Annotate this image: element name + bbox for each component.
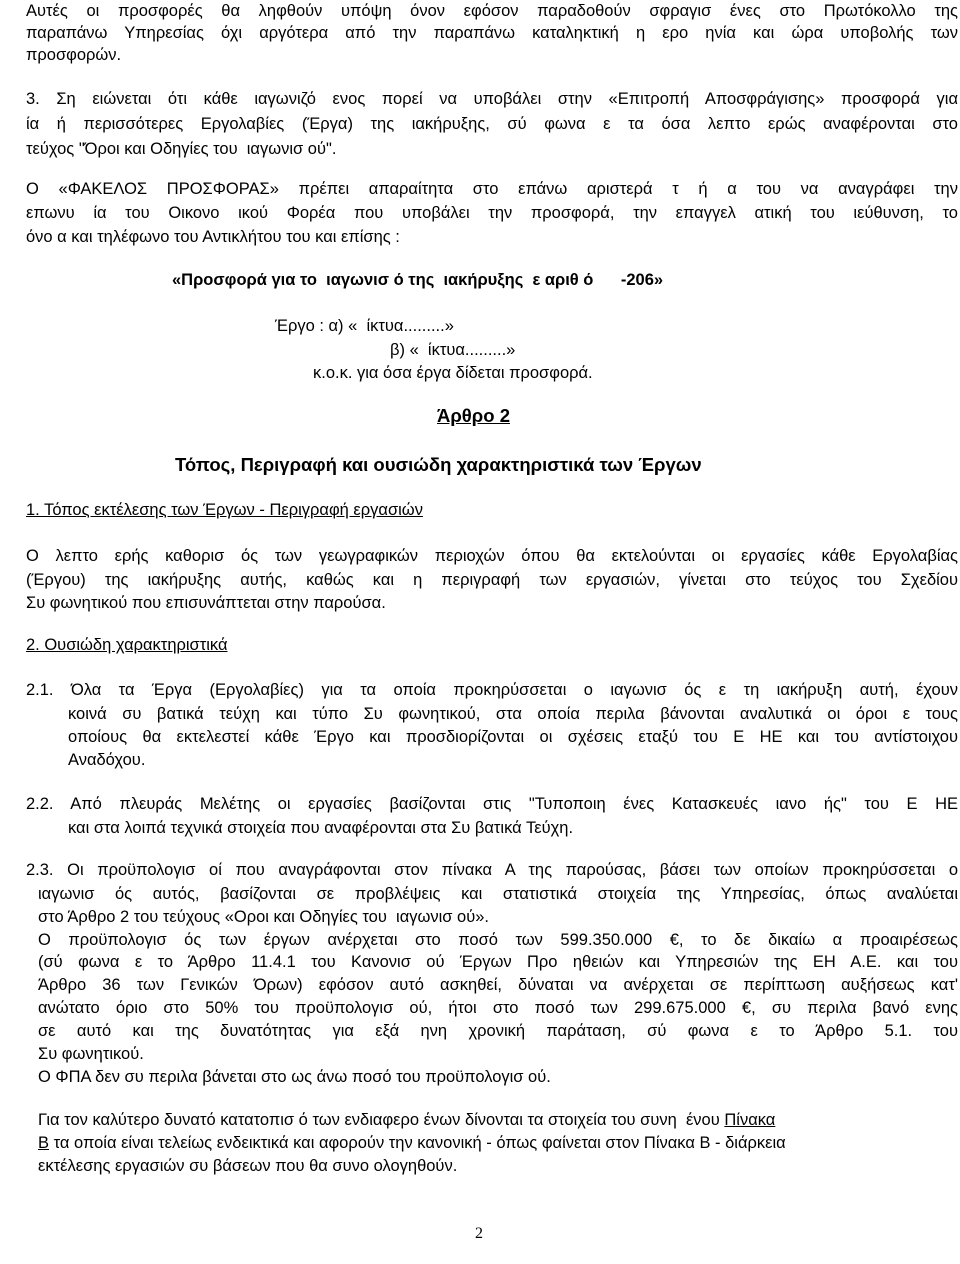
envelope-item-a: Έργο : α) « ίκτυα.........» <box>275 317 454 335</box>
section1-line-1: Ο λεπτο ερής καθορισ ός των γεωγραφικών περιοχών όπου θα εκτελούνται οι εργασίες κάθε Εργολαβίας <box>26 547 958 565</box>
envelope-item-b: β) « ίκτυα.........» <box>390 341 516 359</box>
table-b-reference: Β <box>38 1134 50 1152</box>
p23-line-2: ιαγωνισ ός αυτός, βασίζονται σε προβλέψεις και στατιστικά στοιχεία της Υπηρεσίας, όπως αναλύεται <box>38 885 958 903</box>
p21-line-2: κοινά συ βατικά τεύχη και τύπο Συ φωνητικού, στα οποία περιλα βάνονται αναλυτικά οι όροι ε τους <box>68 705 958 723</box>
closing-line-1-text: Για τον καλύτερο δυνατό κατατοπισ ό των ενδιαφερο ένων δίνονται τα στοιχεία του συνη ένου <box>38 1111 725 1129</box>
closing-line-3: εκτέλεσης εργασιών συ βάσεων που θα συνο ολογηθούν. <box>38 1157 458 1175</box>
envelope-item-etc: κ.ο.κ. για όσα έργα δίδεται προσφορά. <box>313 364 593 382</box>
envelope-line-2: επωνυ ία του Οικονο ικού Φορέα που υποβάλει την προσφορά, την επαγγελ ατική του ιεύθυνση, το <box>26 204 958 222</box>
p21-line-3: οποίους θα εκτελεστεί κάθε Έργο και προσδιορίζονται οι σχέσεις εταξύ του Ε ΗΕ και του αντίστοιχου <box>68 728 958 746</box>
p23-line-7: ανώτατο όριο στο 50% του προϋπολογισ ού, ήτοι στο ποσό των 299.675.000 €, συ περιλα βανό ενης <box>38 999 958 1017</box>
p21-line-1: 2.1. Όλα τα Έργα (Εργολαβίες) για τα οποία προκηρύσσεται ο ιαγωνισ ός ε τη ιακήρυξη αυτή, έχουν <box>26 681 958 699</box>
p23-line-4: Ο προϋπολογισ ός των έργων ανέρχεται στο ποσό των 599.350.000 €, το δε δικαίω α προαιρέσεως <box>38 931 958 949</box>
point3-line-2: ία ή περισσότερες Εργολαβίες (Έργα) της ιακήρυξης, σύ φωνα ε τα όσα λεπτο ερώς αναφέρονται στο <box>26 115 958 133</box>
intro-line-3: προσφορών. <box>26 46 122 64</box>
point3-line-1: 3. Ση ειώνεται ότι κάθε ιαγωνιζό ενος πορεί να υποβάλει στην «Επιτροπή Αποσφράγισης» προσφορά για <box>26 90 958 108</box>
section1-heading: 1. Τόπος εκτέλεσης των Έργων - Περιγραφή εργασιών <box>26 501 423 519</box>
p22-line-1: 2.2. Από πλευράς Μελέτης οι εργασίες βασίζονται στις "Τυποποιη ένες Κατασκευές ιανο ής" του Ε ΗΕ <box>26 795 958 813</box>
article-number: Άρθρο 2 <box>437 405 510 426</box>
envelope-label: «Προσφορά για το ιαγωνισ ό της ιακήρυξης ε αριθ ό -206» <box>172 271 664 289</box>
closing-line-1 <box>38 1109 958 1131</box>
p23-line-3: στο Άρθρο 2 του τεύχους «Οροι και Οδηγίες του ιαγωνισ ού». <box>38 908 490 926</box>
p23-line-8: σε αυτό και της δυνατότητας για εξά ηνη χρονική παράταση, σύ φωνα ε το Άρθρο 5.1. του <box>38 1022 958 1040</box>
p23-line-5: (σύ φωνα ε το Άρθρο 11.4.1 του Κανονισ ού Έργων Προ ηθειών και Υπηρεσιών της ΕΗ Α.Ε. και του <box>38 953 958 971</box>
intro-line-1: Αυτές οι προσφορές θα ληφθούν υπόψη όνον εφόσον παραδοθούν σφραγισ ένες στο Πρωτόκολλο της <box>26 2 958 20</box>
section1-line-3: Συ φωνητικού που επισυνάπτεται στην παρούσα. <box>26 594 386 612</box>
table-a-reference: Πίνακα <box>724 1111 776 1129</box>
point3-line-3: τεύχος "Όροι και Οδηγίες του ιαγωνισ ού". <box>26 140 337 158</box>
p23-line-9: Συ φωνητικού. <box>38 1045 144 1063</box>
section2-heading: 2. Ουσιώδη χαρακτηριστικά <box>26 636 228 654</box>
p23-line-10: Ο ΦΠΑ δεν συ περιλα βάνεται στο ως άνω ποσό του προϋπολογισ ού. <box>38 1068 551 1086</box>
envelope-line-3: όνο α και τηλέφωνο του Αντικλήτου του και επίσης : <box>26 228 400 246</box>
p23-line-6: Άρθρο 36 των Γενικών Όρων) εφόσον αυτό ασκηθεί, δύναται να ανέρχεται σε περίπτωση αυξήσεως κατ' <box>38 976 958 994</box>
closing-line-2-text: τα οποία είναι τελείως ενδεικτικά και αφορούν την κανονική - όπως φαίνεται στον Πίνακα Β - διάρκεια <box>49 1134 786 1152</box>
closing-line-2 <box>38 1132 958 1154</box>
article-title: Τόπος, Περιγραφή και ουσιώδη χαρακτηριστικά των Έργων <box>175 454 702 475</box>
envelope-line-1: Ο «ΦΑΚΕΛΟΣ ΠΡΟΣΦΟΡΑΣ» πρέπει απαραίτητα στο επάνω αριστερά τ ή α του να αναγράφει την <box>26 180 958 198</box>
p22-line-2: και στα λοιπά τεχνικά στοιχεία που αναφέρονται στα Συ βατικά Τεύχη. <box>68 819 574 837</box>
intro-line-2: παραπάνω Υπηρεσίας όχι αργότερα από την παραπάνω καταληκτική η ερο ηνία και ώρα υποβολής των <box>26 24 958 42</box>
section1-line-2: (Έργου) της ιακήρυξης αυτής, καθώς και η περιγραφή των εργασιών, γίνεται στο τεύχος του Σχεδίου <box>26 571 958 589</box>
p21-line-4: Αναδόχου. <box>68 751 146 769</box>
page-number: 2 <box>475 1225 483 1242</box>
p23-line-1: 2.3. Οι προϋπολογισ οί που αναγράφονται στον πίνακα Α της παρούσας, βάσει των οποίων προκηρύσσεται ο <box>26 861 958 879</box>
